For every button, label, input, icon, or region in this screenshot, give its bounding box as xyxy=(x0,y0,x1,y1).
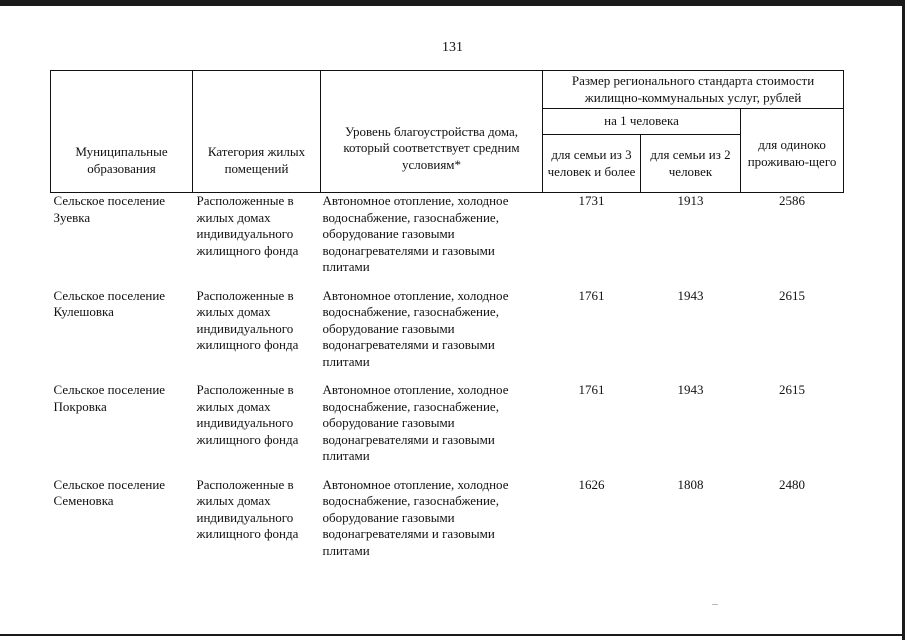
cell-family3: 1731 xyxy=(578,193,605,208)
header-single: для одиноко проживаю-щего xyxy=(741,109,844,193)
cell-family3: 1761 xyxy=(578,287,605,303)
cell-category: Расположенные в жилых домах индивидуального жилищного фонда xyxy=(196,476,299,541)
cell-family2: 1943 xyxy=(677,287,704,303)
cell-single: 2615 xyxy=(779,382,806,397)
cell-category: Расположенные в жилых домах индивидуального жилищного фонда xyxy=(196,193,299,258)
cell-level: Автономное отопление, холодное водоснабжение, газоснабжение, оборудование газовыми водонагревателями и газовыми плитами xyxy=(322,193,509,274)
scan-speck xyxy=(712,604,718,605)
cell-category: Расположенные в жилых домах индивидуального жилищного фонда xyxy=(196,287,299,352)
header-level: Уровень благоустройства дома, который соответствует средним условиям* xyxy=(321,71,543,193)
cell-family2: 1808 xyxy=(677,476,704,492)
header-per-person: на 1 человека xyxy=(543,109,741,135)
scan-border-top xyxy=(0,0,905,6)
cell-single: 2586 xyxy=(779,193,806,208)
page-number: 131 xyxy=(442,40,463,55)
cell-single: 2480 xyxy=(779,476,806,492)
header-size-group: Размер регионального стандарта стоимости жилищно-коммунальных услуг, рублей xyxy=(543,71,844,109)
cell-family2: 1913 xyxy=(677,193,704,208)
cell-municipality: Сельское поселение Зуевка xyxy=(53,193,166,225)
table-row xyxy=(51,288,844,383)
cell-level: Автономное отопление, холодное водоснабжение, газоснабжение, оборудование газовыми водонагревателями и газовыми плитами xyxy=(322,382,509,463)
cell-level: Автономное отопление, холодное водоснабжение, газоснабжение, оборудование газовыми водонагревателями и газовыми плитами xyxy=(322,287,509,369)
header-municipal: Муниципальные образования xyxy=(51,71,193,193)
table-row xyxy=(51,193,844,288)
scan-border-bottom xyxy=(0,634,905,636)
cell-municipality: Сельское поселение Семеновка xyxy=(53,476,166,508)
table-body xyxy=(51,193,844,572)
table-row xyxy=(51,477,844,572)
cell-single: 2615 xyxy=(779,287,806,303)
cell-family2: 1943 xyxy=(677,382,704,397)
standards-table xyxy=(50,70,844,571)
cell-family3: 1761 xyxy=(578,382,605,397)
header-family2: для семьи из 2 человек xyxy=(641,135,741,193)
table-header xyxy=(51,71,844,193)
cell-family3: 1626 xyxy=(578,476,605,492)
cell-municipality: Сельское поселение Покровка xyxy=(53,382,166,414)
cell-category: Расположенные в жилых домах индивидуального жилищного фонда xyxy=(196,382,299,447)
header-category: Категория жилых помещений xyxy=(193,71,321,193)
cell-municipality: Сельское поселение Кулешовка xyxy=(53,287,166,319)
header-family3: для семьи из 3 человек и более xyxy=(543,135,641,193)
cell-level: Автономное отопление, холодное водоснабжение, газоснабжение, оборудование газовыми водонагревателями и газовыми плитами xyxy=(322,476,509,558)
table-row xyxy=(51,382,844,477)
